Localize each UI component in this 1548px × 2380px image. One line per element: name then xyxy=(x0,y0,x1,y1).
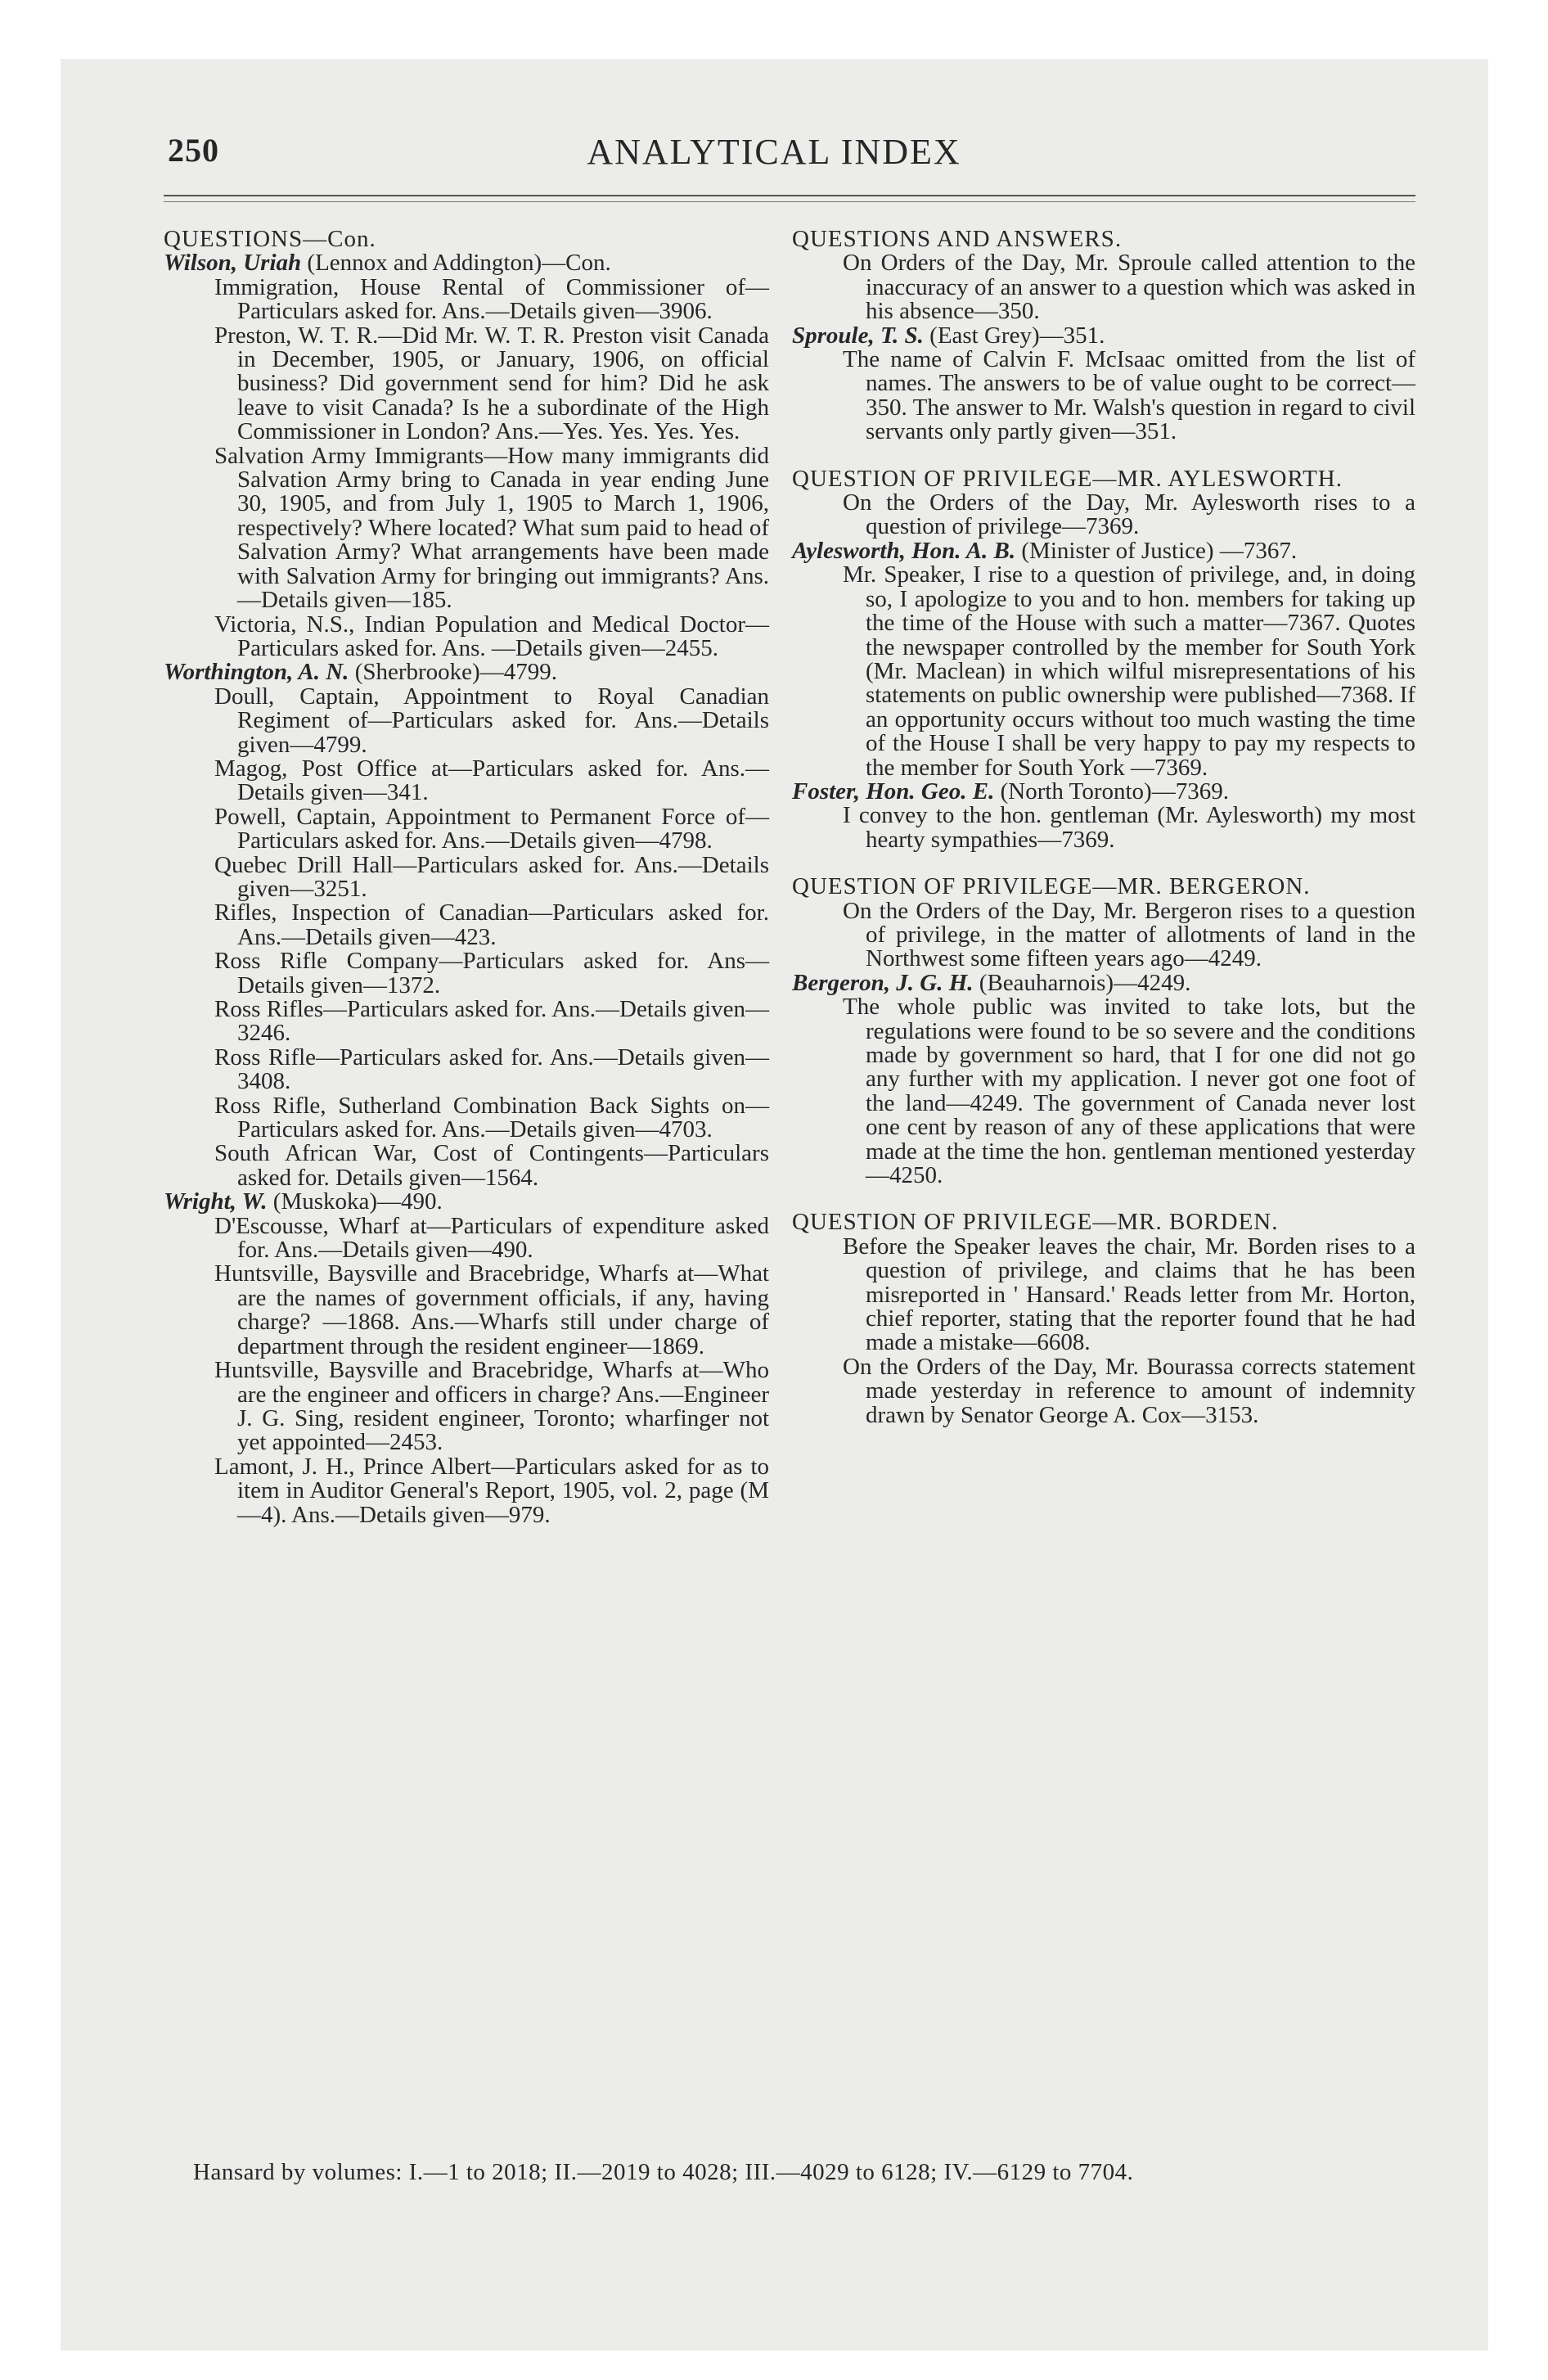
member-detail: (Lennox and Addington)—Con. xyxy=(307,250,611,277)
section-heading: QUESTION OF PRIVILEGE—MR. BORDEN. xyxy=(792,1209,1279,1236)
index-entry: D'Escousse, Wharf at—Particulars of expenditure asked for. Ans.—Details given—490. xyxy=(214,1212,769,1264)
section-heading: QUESTION OF PRIVILEGE—MR. AYLESWORTH. xyxy=(792,465,1343,492)
member-heading xyxy=(792,539,1415,563)
member-heading xyxy=(792,780,1415,804)
index-entry: On the Orders of the Day, Mr. Bergeron rises to a question of privilege, in the matter of allotments of land in the Northwest some fifteen years ago—4249. xyxy=(843,897,1415,972)
index-entry: Ross Rifle, Sutherland Combination Back Sights on—Particulars asked for. Ans.—Details given—4703. xyxy=(214,1092,769,1143)
right-column xyxy=(792,228,1415,1427)
index-entry: Immigration, House Rental of Commissioner of—Particulars asked for. Ans.—Details given—3906. xyxy=(214,273,769,325)
member-heading xyxy=(792,324,1415,348)
index-entry: Preston, W. T. R.—Did Mr. W. T. R. Preston visit Canada in December, 1905, or January, 1906, on official business? Did government send for him? Did he ask leave to visit Canada? Is he a subordinate of the High Commissioner in London? Ans.—Yes. Yes. Yes. Yes. xyxy=(214,322,769,445)
member-name: Sproule, T. S. xyxy=(792,322,924,349)
section-heading: QUESTIONS—Con. xyxy=(164,226,376,252)
header-rule xyxy=(164,195,1415,202)
page-title: ANALYTICAL INDEX xyxy=(587,132,961,172)
index-entry: On the Orders of the Day, Mr. Bourassa corrects statement made yesterday in reference to amount of indemnity drawn by Senator George A. Cox—3153. xyxy=(843,1353,1415,1428)
page-number: 250 xyxy=(168,132,219,169)
member-detail: (Muskoka)—490. xyxy=(272,1188,443,1215)
left-column xyxy=(164,228,769,1527)
member-detail: (North Toronto)—7369. xyxy=(1000,778,1229,805)
member-detail: (Sherbrooke)—4799. xyxy=(354,659,557,686)
index-entry: Before the Speaker leaves the chair, Mr. Borden rises to a question of privilege, and claims that he has been misreported in ' Hansard.' Reads letter from Mr. Horton, chief reporter, stating that the reporter found that he had made a mistake—6608. xyxy=(843,1233,1415,1356)
index-entry: Magog, Post Office at—Particulars asked for. Ans.—Details given—341. xyxy=(214,755,769,806)
index-entry: Victoria, N.S., Indian Population and Medical Doctor—Particulars asked for. Ans. —Details given—2455. xyxy=(214,611,769,661)
index-entry: On the Orders of the Day, Mr. Aylesworth rises to a question of privilege—7369. xyxy=(843,489,1415,540)
member-detail: (Minister of Justice) —7367. xyxy=(1021,537,1298,564)
section-heading: QUESTIONS AND ANSWERS. xyxy=(792,226,1123,252)
section-heading: QUESTION OF PRIVILEGE—MR. BERGERON. xyxy=(792,873,1311,900)
member-heading xyxy=(164,1190,769,1214)
index-entry: I convey to the hon. gentleman (Mr. Aylesworth) my most hearty sympathies—7369. xyxy=(843,802,1415,853)
index-entry: Powell, Captain, Appointment to Permanent Force of—Particulars asked for. Ans.—Details given—4798. xyxy=(214,803,769,854)
index-entry: The name of Calvin F. McIsaac omitted from the list of names. The answers to be of value ought to be correct—350. The answer to Mr. Walsh's question in regard to civil servants only partly given—351. xyxy=(843,346,1415,445)
member-name: Wright, W. xyxy=(164,1188,268,1215)
index-entry: Quebec Drill Hall—Particulars asked for. Ans.—Details given—3251. xyxy=(214,851,769,902)
index-entry: Huntsville, Baysville and Bracebridge, Wharfs at—Who are the engineer and officers in charge? Ans.—Engineer J. G. Sing, resident engineer, Toronto; wharfinger not yet appointed—2453. xyxy=(214,1357,769,1456)
index-entry: Ross Rifle—Particulars asked for. Ans.—Details given—3408. xyxy=(214,1044,769,1095)
member-name: Aylesworth, Hon. A. B. xyxy=(792,537,1016,564)
member-heading xyxy=(164,251,769,275)
index-entry: Doull, Captain, Appointment to Royal Canadian Regiment of—Particulars asked for. Ans.—Details given—4799. xyxy=(214,683,769,758)
index-entry: Ross Rifle Company—Particulars asked for. Ans—Details given—1372. xyxy=(214,948,769,998)
member-name: Worthington, A. N. xyxy=(164,659,349,686)
member-heading xyxy=(164,660,769,684)
index-entry: Mr. Speaker, I rise to a question of privilege, and, in doing so, I apologize to you and to hon. members for taking up the time of the House with such a matter—7367. Quotes the newspaper controlled by the member for South York (Mr. Maclean) in which wilful misrepresentations of his statements on public ownership were published—7368. If an opportunity occurs without too much wasting the time of the House I shall be very happy to pay my respects to the member for South York —7369. xyxy=(843,561,1415,781)
index-entry: Salvation Army Immigrants—How many immigrants did Salvation Army bring to Canada in year ending June 30, 1905, and from July 1, 1905 to March 1, 1906, respectively? Where located? What sum paid to head of Salvation Army? What arrangements have been made with Salvation Army for bringing out immigrants? Ans.—Details given—185. xyxy=(214,442,769,614)
index-entry: The whole public was invited to take lots, but the regulations were found to be so severe and the conditions made by government so hard, that I for one did not go any further with my application. I never got one foot of the land—4249. The government of Canada never lost one cent by reason of any of these applications that were made at the time the hon. gentleman mentioned yesterday—4250. xyxy=(843,994,1415,1189)
member-detail: (East Grey)—351. xyxy=(929,322,1105,349)
index-entry: Lamont, J. H., Prince Albert—Particulars asked for as to item in Auditor General's Report, 1905, vol. 2, page (M—4). Ans.—Details given—979. xyxy=(214,1453,769,1528)
index-entry: South African War, Cost of Contingents—Particulars asked for. Details given—1564. xyxy=(214,1140,769,1191)
index-entry: Rifles, Inspection of Canadian—Particulars asked for. Ans.—Details given—423. xyxy=(214,899,769,950)
member-name: Wilson, Uriah xyxy=(164,250,302,277)
index-entry: Huntsville, Baysville and Bracebridge, Wharfs at—What are the names of government officials, if any, having charge? —1868. Ans.—Wharfs still under charge of department through the resident engineer—1869. xyxy=(214,1260,769,1359)
index-entry: Ross Rifles—Particulars asked for. Ans.—Details given—3246. xyxy=(214,996,769,1047)
member-name: Bergeron, J. G. H. xyxy=(792,969,974,996)
index-entry: On Orders of the Day, Mr. Sproule called attention to the inaccuracy of an answer to a question which was asked in his absence—350. xyxy=(843,250,1415,325)
member-detail: (Beauharnois)—4249. xyxy=(979,969,1191,996)
member-name: Foster, Hon. Geo. E. xyxy=(792,778,995,805)
member-heading xyxy=(792,971,1415,995)
footer-volumes: Hansard by volumes: I.—1 to 2018; II.—2019 to 4028; III.—4029 to 6128; IV.—6129 to 7704. xyxy=(193,2159,1134,2185)
